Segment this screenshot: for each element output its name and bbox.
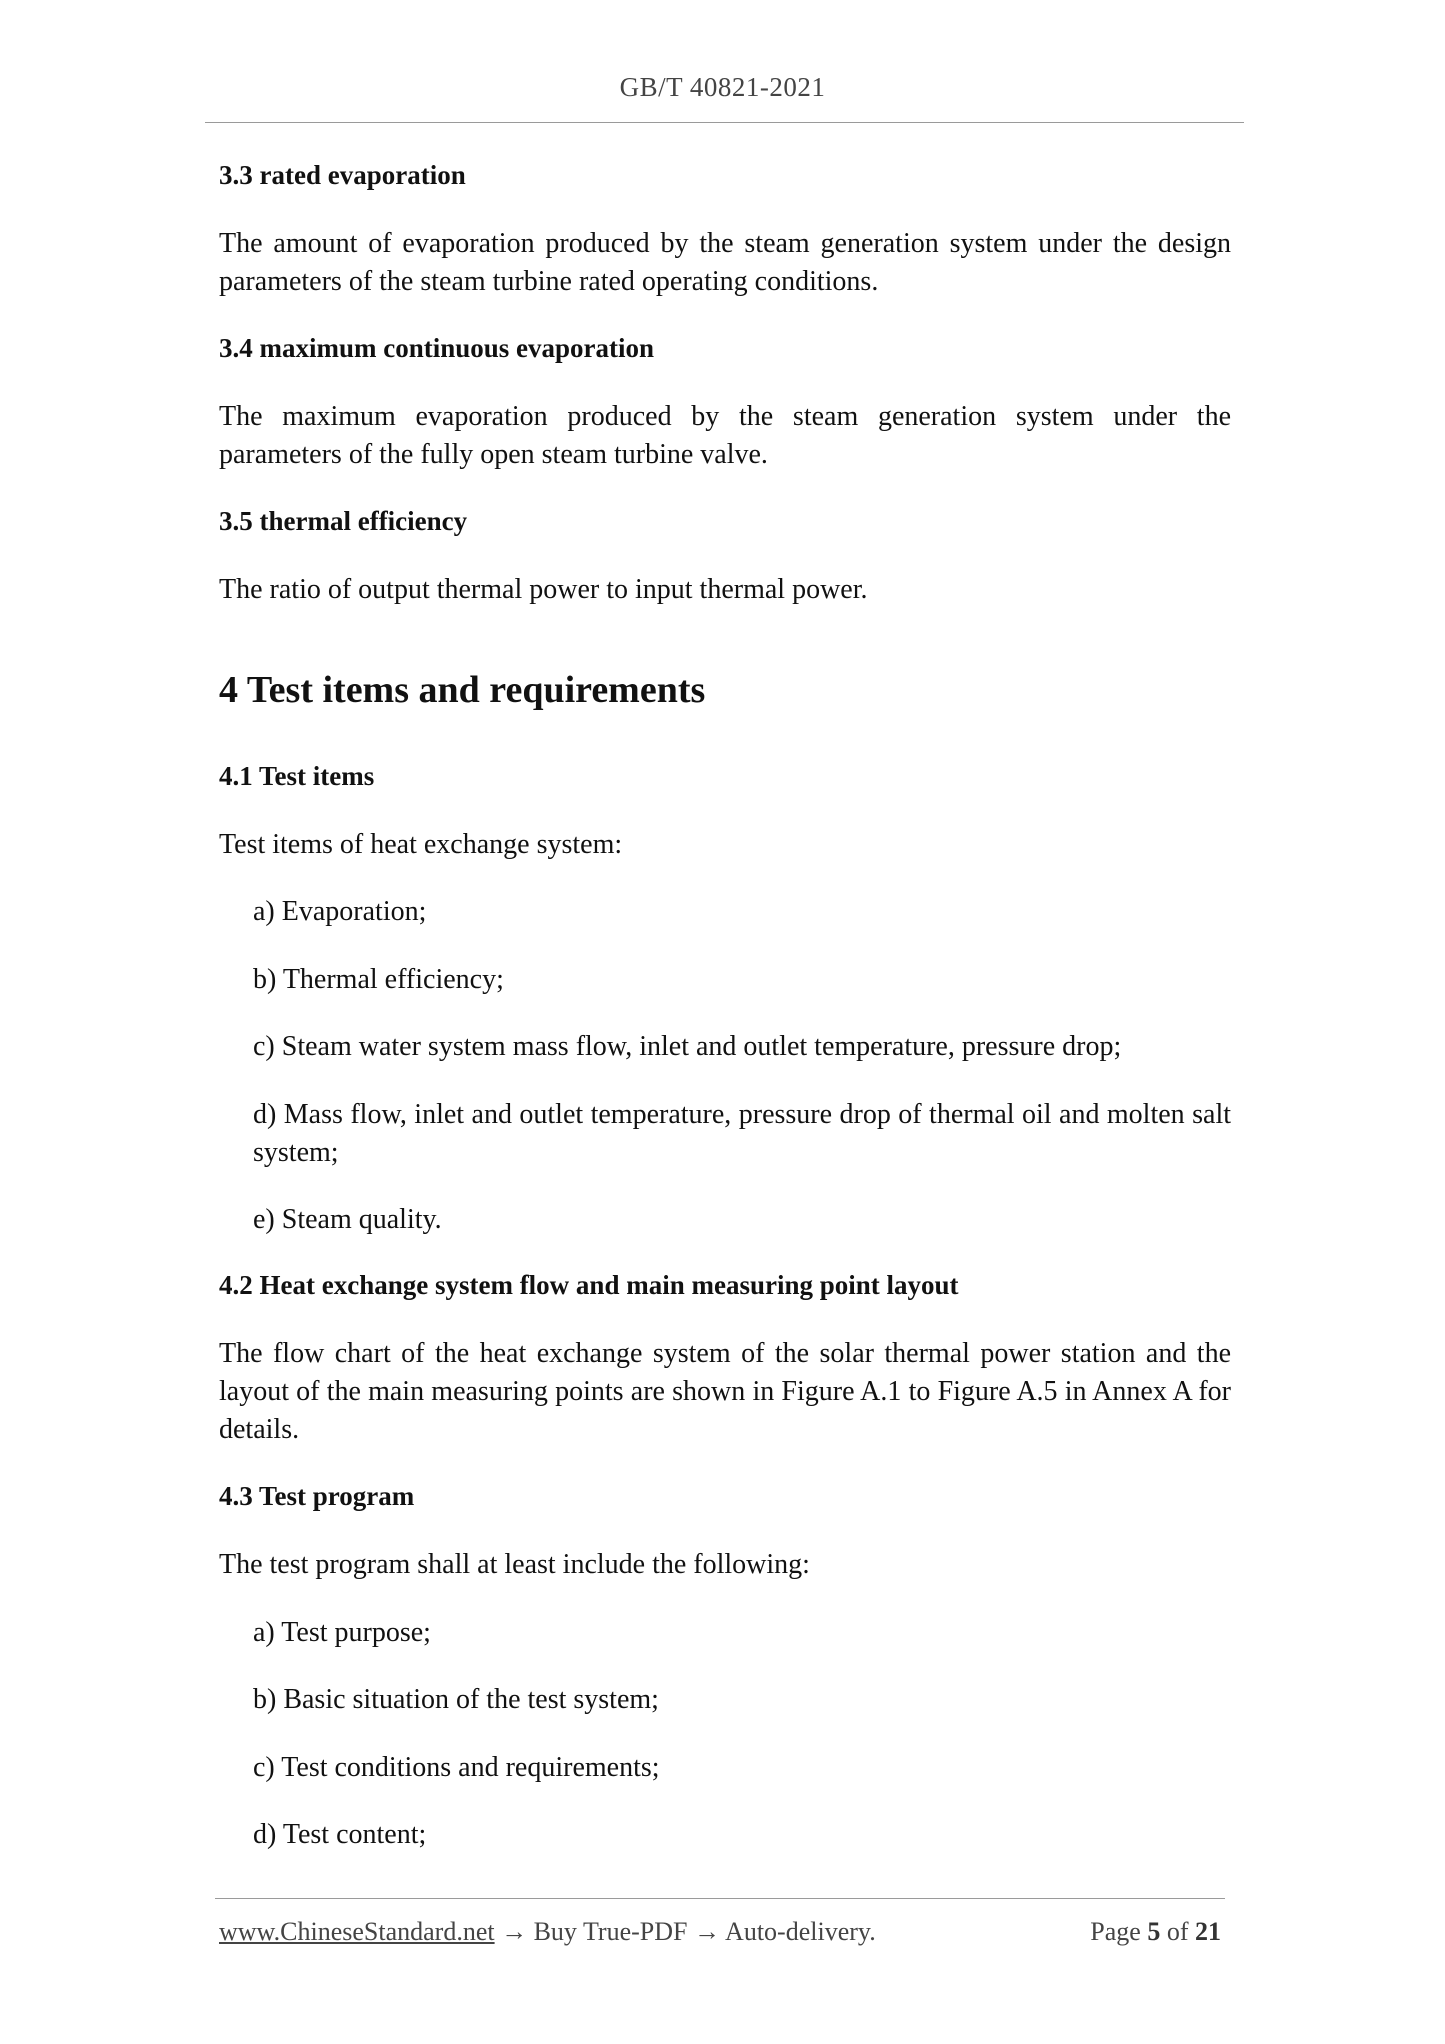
chinesestandard-link[interactable]: www.ChineseStandard.net [219,1917,495,1946]
list-item: c) Steam water system mass flow, inlet and outlet temperature, pressure drop; [253,1031,1122,1062]
of-label: of [1166,1917,1189,1946]
list-item: b) Basic situation of the test system; [253,1684,659,1715]
section-3-4-heading: 3.4 maximum continuous evaporation [219,333,655,363]
section-4-3-intro: The test program shall at least include the following: [219,1549,810,1580]
total-pages-number: 21 [1195,1917,1221,1946]
list-item: d) Mass flow, inlet and outlet temperature, pressure drop of thermal oil and molten salt system; [253,1099,1231,1168]
section-3-3-heading: 3.3 rated evaporation [219,160,466,190]
current-page-number: 5 [1147,1917,1161,1946]
list-item: e) Steam quality. [253,1204,442,1235]
section-4-1-heading: 4.1 Test items [219,761,375,791]
section-4-2-text: The flow chart of the heat exchange system of the solar thermal power station and the layout of the main measuring points are shown in Figure A.1 to Figure A.5 in Annex A for details. [219,1338,1231,1445]
footer-divider [215,1898,1225,1899]
page-footer [219,1917,1225,1947]
header-divider [205,122,1244,123]
section-4-1-intro: Test items of heat exchange system: [219,829,623,860]
list-item: b) Thermal efficiency; [253,964,504,995]
page-header-title: GB/T 40821-2021 [619,72,826,102]
section-3-4-text: The maximum evaporation produced by the steam generation system under the parameters of the fully open steam turbine valve. [219,401,1231,470]
section-4-3-heading: 4.3 Test program [219,1481,415,1511]
section-4-heading: 4 Test items and requirements [219,669,706,711]
section-3-3-text: The amount of evaporation produced by the steam generation system under the design parameters of the steam turbine rated operating conditions. [219,228,1231,297]
section-3-5-text: The ratio of output thermal power to input thermal power. [219,574,868,605]
footer-promo-text: → Buy True-PDF → Auto-delivery. [494,1917,876,1946]
list-item: c) Test conditions and requirements; [253,1752,660,1783]
list-item: a) Test purpose; [253,1617,431,1648]
section-3-5-heading: 3.5 thermal efficiency [219,506,468,536]
section-4-2-heading: 4.2 Heat exchange system flow and main measuring point layout [219,1270,959,1300]
list-item: a) Evaporation; [253,896,427,927]
page-label: Page [1090,1917,1141,1946]
list-item: d) Test content; [253,1819,427,1850]
page-indicator [1090,1917,1221,1947]
